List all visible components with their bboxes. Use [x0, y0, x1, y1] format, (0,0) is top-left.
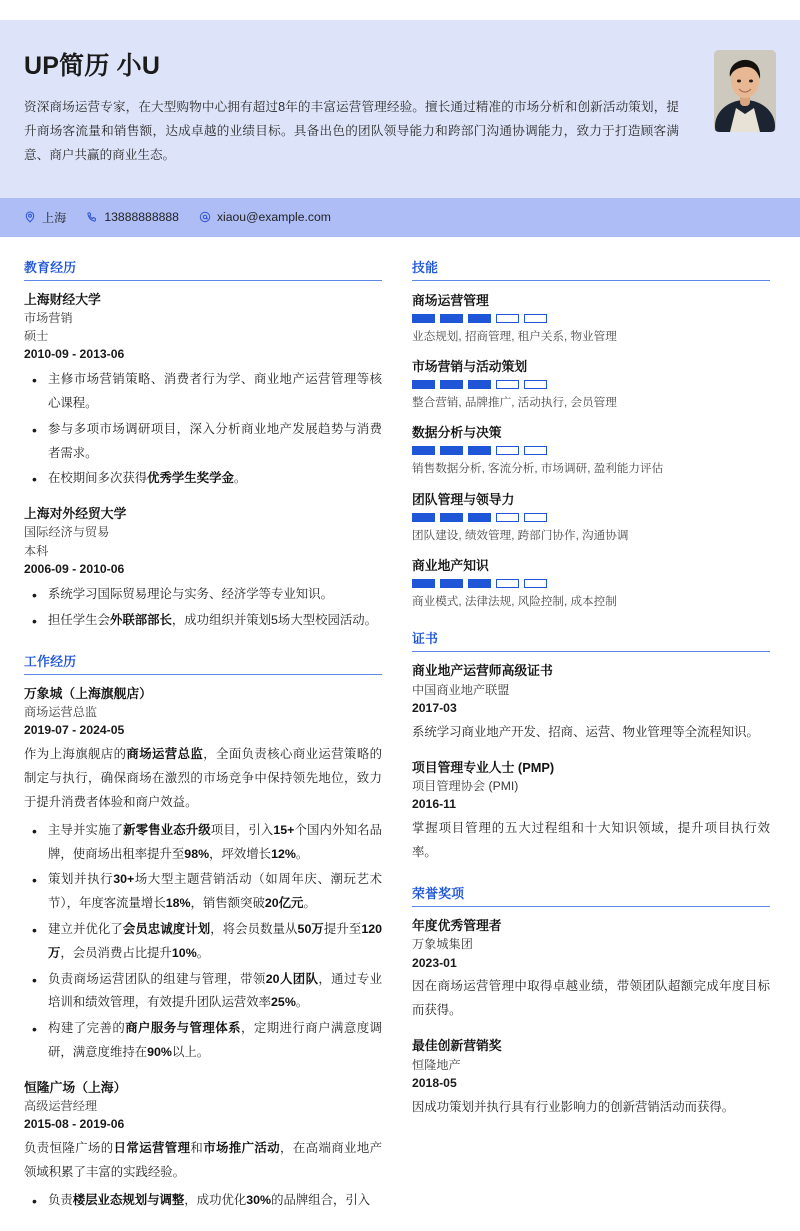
credential-description: 因在商场运营管理中取得卓越业绩，带领团队超额完成年度目标而获得。: [412, 979, 770, 1018]
skill-name: 市场营销与活动策划: [412, 358, 528, 374]
skill-level-pip: [468, 380, 491, 389]
section-title-skills: 技能: [412, 257, 770, 281]
section-awards: [412, 883, 770, 1120]
award-entry: [412, 916, 770, 1023]
skill-level-pip: [524, 446, 547, 455]
location-pin-icon: [24, 211, 36, 223]
contact-email: [199, 210, 331, 224]
award-entry: [412, 1036, 770, 1119]
skill-name: 商业地产知识: [412, 558, 489, 574]
skill-name: 团队管理与领导力: [412, 491, 515, 507]
left-column: [24, 257, 382, 1231]
bullet-list: [24, 368, 382, 491]
list-item: • 参与多项市场调研项目，深入分析商业地产发展趋势与消费者需求。: [24, 418, 382, 466]
skill-level-pip: [496, 314, 519, 323]
skill-name: 商场运营管理: [412, 292, 489, 308]
skill-level-pip: [412, 446, 435, 455]
skill-level-meter: [412, 380, 770, 389]
degree: 硕士: [24, 329, 49, 343]
bullet-list: [24, 819, 382, 1065]
section-work: [24, 651, 382, 1213]
email-at-icon: [199, 211, 211, 223]
certificate-entry: [412, 758, 770, 865]
work-entries: [24, 684, 382, 1213]
resume-header: [0, 20, 800, 198]
skill-level-pip: [412, 380, 435, 389]
phone-icon: [86, 211, 98, 223]
skill-level-pip: [468, 513, 491, 522]
job-role: 高级运营经理: [24, 1099, 98, 1114]
job-description: 负责恒隆广场的日常运营管理和市场推广活动，在高端商业地产领域积累了丰富的实践经验。: [24, 1141, 383, 1180]
bullet-list: [24, 1189, 382, 1213]
skill-level-meter: [412, 579, 770, 588]
skill-keywords: 销售数据分析, 客流分析, 市场调研, 盈利能力评估: [412, 462, 664, 476]
list-item: • 负责商场运营团队的组建与管理，带领20人团队，通过专业培训和绩效管理，有效提升团队运营效率25%。: [24, 968, 382, 1016]
work-entry: [24, 684, 382, 1065]
credential-description: 因成功策划并执行具有行业影响力的创新营销活动而获得。: [412, 1099, 735, 1114]
credential-issuer: 万象城集团: [412, 937, 473, 952]
list-item: • 主导并实施了新零售业态升级项目，引入15+个国内外知名品牌，使商场出租率提升至98%，坪效增长12%。: [24, 819, 382, 867]
resume-body: [0, 237, 800, 1231]
skill-level-pip: [468, 446, 491, 455]
section-certificates: [412, 628, 770, 865]
bullet-list: [24, 583, 382, 633]
credential-name: 商业地产运营师高级证书: [412, 663, 553, 679]
contact-location-value: 上海: [42, 210, 67, 225]
skill-item: [412, 422, 770, 477]
contact-phone-value: 13888888888: [104, 210, 179, 225]
skill-name: 数据分析与决策: [412, 425, 502, 441]
list-item: • 建立并优化了会员忠诚度计划，将会员数量从50万提升至120万，会员消费占比提升10%。: [24, 918, 382, 966]
date-range: 2010-09 - 2013-06: [24, 347, 125, 362]
credential-issuer: 中国商业地产联盟: [412, 682, 510, 697]
skill-level-meter: [412, 446, 770, 455]
skill-level-pip: [496, 446, 519, 455]
degree: 本科: [24, 543, 49, 558]
skill-level-pip: [496, 380, 519, 389]
skill-level-pip: [412, 513, 435, 522]
skill-keywords: 业态规划, 招商管理, 租户关系, 物业管理: [412, 329, 617, 343]
award-entries: [412, 916, 770, 1120]
certificate-entry: [412, 661, 770, 744]
credential-date: 2016-11: [412, 797, 457, 812]
skill-level-pip: [524, 579, 547, 588]
skill-level-pip: [468, 579, 491, 588]
contact-location: [24, 209, 66, 226]
credential-date: 2023-01: [412, 955, 457, 970]
skill-item: [412, 356, 770, 411]
skill-level-pip: [440, 314, 463, 323]
education-entries: [24, 290, 382, 633]
skill-level-pip: [440, 513, 463, 522]
right-column: [412, 257, 770, 1138]
education-entry: [24, 290, 382, 492]
section-skills: [412, 257, 770, 611]
header-text-block: [24, 46, 714, 168]
list-item: • 负责楼层业态规划与调整，成功优化30%的品牌组合，引入: [24, 1189, 382, 1213]
education-entry: [24, 504, 382, 632]
avatar: [714, 50, 776, 132]
credential-name: 年度优秀管理者: [412, 918, 502, 934]
skill-keywords: 整合营销, 品牌推广, 活动执行, 会员管理: [412, 395, 617, 409]
section-education: [24, 257, 382, 633]
company-name: 万象城（上海旗舰店）: [24, 685, 152, 701]
section-title-awards: 荣誉奖项: [412, 883, 770, 907]
credential-description: 系统学习商业地产开发、招商、运营、物业管理等全流程知识。: [412, 724, 759, 739]
avatar-photo-icon: [714, 50, 776, 132]
skill-item: [412, 555, 770, 610]
skill-level-meter: [412, 513, 770, 522]
school-name: 上海财经大学: [24, 291, 101, 307]
skill-list: [412, 290, 770, 611]
credential-name: 最佳创新营销奖: [412, 1038, 502, 1054]
job-role: 商场运营总监: [24, 704, 98, 719]
skill-level-pip: [412, 579, 435, 588]
credential-date: 2017-03: [412, 700, 457, 715]
section-title-certificates: 证书: [412, 628, 770, 652]
skill-level-pip: [440, 380, 463, 389]
job-description: 作为上海旗舰店的商场运营总监，全面负责核心商业运营策略的制定与执行，确保商场在激烈的市场竞争中保持领先地位，致力于提升消费者体验和商户效益。: [24, 746, 383, 809]
skill-level-pip: [524, 380, 547, 389]
section-title-education: 教育经历: [24, 257, 382, 281]
skill-level-pip: [440, 579, 463, 588]
credential-description: 掌握项目管理的五大过程组和十大知识领域，提升项目执行效率。: [412, 821, 770, 860]
contact-email-value: xiaou@example.com: [216, 210, 331, 225]
profile-summary: 资深商场运营专家，在大型购物中心拥有超过8年的丰富运营管理经验。擅长通过精准的市场分析和创新活动策划，提升商场客流量和销售额，达成卓越的业绩目标。具备出色的团队领导能力和跨部门沟通协调能力，致力于打造顾客满意、商户共赢的商业生态。: [24, 100, 679, 163]
list-item: • 担任学生会外联部部长，成功组织并策划5场大型校园活动。: [24, 609, 382, 633]
list-item: • 策划并执行30+场大型主题营销活动（如周年庆、潮玩艺术节），年度客流量增长18%，销售额突破20亿元。: [24, 868, 382, 916]
contact-phone: [86, 210, 179, 224]
skill-level-meter: [412, 314, 770, 323]
section-title-work: 工作经历: [24, 651, 382, 675]
date-range: 2015-08 - 2019-06: [24, 1117, 125, 1132]
skill-item: [412, 290, 770, 345]
skill-keywords: 商业模式, 法律法规, 风险控制, 成本控制: [412, 595, 617, 609]
company-name: 恒隆广场（上海）: [24, 1079, 127, 1095]
school-name: 上海对外经贸大学: [24, 506, 127, 522]
skill-level-pip: [496, 513, 519, 522]
skill-keywords: 团队建设, 绩效管理, 跨部门协作, 沟通协调: [412, 528, 629, 542]
certificate-entries: [412, 661, 770, 865]
skill-item: [412, 489, 770, 544]
skill-level-pip: [496, 579, 519, 588]
date-range: 2019-07 - 2024-05: [24, 723, 125, 738]
skill-level-pip: [524, 314, 547, 323]
list-item: • 主修市场营销策略、消费者行为学、商业地产运营管理等核心课程。: [24, 368, 382, 416]
skill-level-pip: [440, 446, 463, 455]
page-title: UP简历 小U: [24, 52, 161, 80]
major: 市场营销: [24, 310, 73, 325]
credential-date: 2018-05: [412, 1075, 457, 1090]
credential-issuer: 恒隆地产: [412, 1057, 461, 1072]
credential-issuer: 项目管理协会 (PMI): [412, 778, 519, 793]
skill-level-pip: [468, 314, 491, 323]
skill-level-pip: [524, 513, 547, 522]
skill-level-pip: [412, 314, 435, 323]
date-range: 2006-09 - 2010-06: [24, 562, 125, 577]
contact-bar: [0, 198, 800, 237]
list-item: • 在校期间多次获得优秀学生奖学金。: [24, 467, 382, 491]
list-item: • 构建了完善的商户服务与管理体系，定期进行商户满意度调研，满意度维持在90%以上。: [24, 1017, 382, 1065]
list-item: • 系统学习国际贸易理论与实务、经济学等专业知识。: [24, 583, 382, 607]
credential-name: 项目管理专业人士 (PMP): [412, 759, 555, 775]
major: 国际经济与贸易: [24, 525, 110, 540]
work-entry: [24, 1078, 382, 1213]
